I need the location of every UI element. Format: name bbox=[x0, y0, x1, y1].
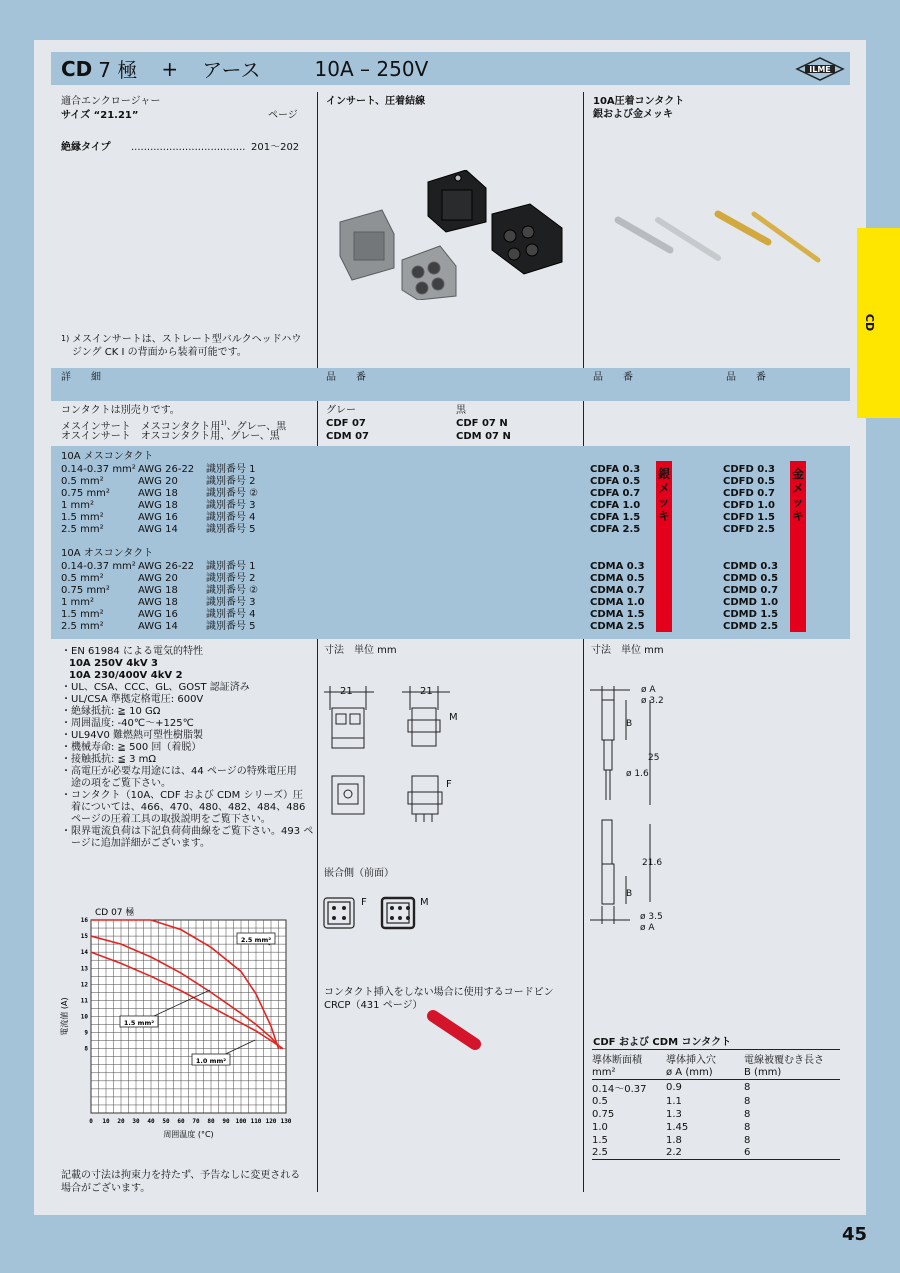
list-item: 識別番号 1 bbox=[206, 464, 256, 475]
list-item: AWG 16 bbox=[138, 609, 178, 620]
contact-table-title: CDF および CDM コンタクト bbox=[593, 1037, 732, 1048]
annotation-label: 1.5 mm² bbox=[123, 1019, 155, 1027]
x-tick-label: 120 bbox=[265, 1118, 277, 1125]
list-item: AWG 14 bbox=[138, 621, 178, 632]
x-tick-label: 30 bbox=[132, 1118, 140, 1125]
table-row: 1.5 1.8 8 bbox=[592, 1134, 751, 1146]
divider-1 bbox=[317, 92, 318, 1192]
inserts-line-1: コンタクトは別売りです。 bbox=[61, 405, 180, 416]
part-no-header-1: 品 番 bbox=[326, 372, 366, 383]
y-tick-label: 15 bbox=[80, 933, 88, 941]
footnote-mark: 1) bbox=[61, 334, 70, 343]
list-item: 0.14-0.37 mm² bbox=[61, 561, 136, 572]
list-item: 識別番号 2 bbox=[206, 476, 256, 487]
black-label: 黒 bbox=[456, 405, 466, 416]
list-item: AWG 18 bbox=[138, 597, 178, 608]
dim-b: B bbox=[626, 719, 633, 729]
size-label: サイズ “21.21” bbox=[61, 110, 139, 121]
cdfd-list: CDFD 0.3 CDFD 0.5 CDFD 0.7 CDFD 1.0 CDFD 1.5 CDFD 2.5 bbox=[723, 464, 775, 535]
y-tick-label: 14 bbox=[80, 949, 88, 957]
earth: アース bbox=[202, 58, 261, 82]
list-item: AWG 14 bbox=[138, 524, 178, 535]
ilme-logo bbox=[795, 56, 845, 82]
dim-b2: B bbox=[626, 889, 633, 899]
male-sizes bbox=[61, 561, 136, 633]
mating-m-label: M bbox=[420, 897, 429, 908]
y-tick-label: 16 bbox=[80, 917, 88, 924]
annotation-label: 1.0 mm² bbox=[195, 1057, 227, 1065]
cdmd-list: CDMD 0.3 CDMD 0.5 CDMD 0.7 CDMD 1.0 CDMD 1.5 CDMD 2.5 bbox=[723, 561, 779, 632]
table-row: 2.5 2.2 6 bbox=[592, 1147, 840, 1160]
table-row: 1.0 1.45 8 bbox=[592, 1121, 751, 1133]
table-row: 0.5 1.1 8 bbox=[592, 1095, 751, 1107]
dim-o35: ø 3.5 bbox=[640, 912, 663, 922]
list-item: 1.5 mm² bbox=[61, 512, 104, 523]
footer-note-2: 場合がございます。 bbox=[61, 1183, 151, 1194]
list-item: 0.5 mm² bbox=[61, 476, 104, 487]
coding-pin-line-1: コンタクト挿入をしない場合に使用するコードピン bbox=[324, 987, 554, 998]
chart-title: CD 07 極 bbox=[95, 908, 135, 918]
list-item: AWG 18 bbox=[138, 585, 178, 596]
list-item: 0.75 mm² bbox=[61, 488, 110, 499]
page-label: ページ bbox=[268, 110, 298, 121]
y-axis-label: 電流値 (A) bbox=[60, 997, 69, 1036]
table-row: 0.14～0.37 0.9 8 bbox=[592, 1079, 840, 1095]
x-tick-label: 100 bbox=[235, 1118, 247, 1125]
y-tick-label: 8 bbox=[84, 1045, 88, 1053]
col2-title: インサート、圧着結線 bbox=[326, 96, 426, 107]
female-title: 10A メスコンタクト bbox=[61, 451, 154, 462]
insert-dimension-drawing bbox=[320, 680, 470, 830]
details-header: 詳 細 bbox=[61, 372, 101, 383]
enclosure-label: 適合エンクロージャー bbox=[61, 96, 161, 107]
width-1: 21 bbox=[340, 686, 353, 697]
grey-label: グレー bbox=[326, 405, 356, 416]
x-tick-label: 130 bbox=[280, 1118, 292, 1125]
dim-oa2: ø A bbox=[640, 923, 655, 933]
derating-chart bbox=[55, 905, 300, 1145]
specs-list: ・EN 61984 による電気的特性 10A 250V 4kV 3 10A 230/400V 4kV 2 ・UL、CSA、CCC、GL、GOST 認証済み ・UL/CSA 準拠定格電圧: 600V ・絶縁抵抗: ≧ 10 GΩ ・周囲温度: -40℃～+125℃ ・UL94V0 難燃熱可塑性樹脂製 ・機械寿命: ≧ 500 回（着脱） ・接触抵抗: ≦ 3 mΩ ・高電圧が必要な用途には、44 ページの特殊電圧用 途の項をご覧下さい。 ・コンタクト（10A、CDF および CDM シリーズ）圧 着については、466、470、480、482、484、486 ページの圧着工具の取扱説明をご覧下さい。 ・限界電流負荷は下記負荷荷曲線をご覧下さい。493 ペ ージに追加詳細がございます。 bbox=[61, 646, 314, 849]
svg-text:ILME: ILME bbox=[809, 65, 831, 74]
list-item: 識別番号 5 bbox=[206, 524, 256, 535]
list-item: 1.5 mm² bbox=[61, 609, 104, 620]
x-tick-label: 60 bbox=[177, 1118, 185, 1125]
col3-title-2: 銀および金メッキ bbox=[593, 109, 673, 120]
list-item: 識別番号 1 bbox=[206, 561, 256, 572]
y-tick-label: 13 bbox=[80, 965, 88, 973]
footer-note-1: 記載の寸法は拘束力を持たず、予告なしに変更される bbox=[61, 1170, 301, 1181]
cdf07n: CDF 07 N bbox=[456, 418, 508, 429]
dim-25: 25 bbox=[648, 753, 660, 763]
rating: 10A – 250V bbox=[314, 56, 429, 81]
dim-oa: ø A bbox=[641, 685, 656, 695]
silver-plating-bar: 銀 メ ッ キ bbox=[656, 461, 672, 632]
dim-o32: ø 3.2 bbox=[641, 696, 664, 706]
list-item: 2.5 mm² bbox=[61, 621, 104, 632]
page-number: 45 bbox=[842, 1224, 868, 1245]
x-tick-label: 50 bbox=[162, 1118, 170, 1125]
x-tick-label: 40 bbox=[147, 1118, 155, 1125]
contact-dims-label: 寸法 単位 mm bbox=[591, 645, 664, 656]
female-awg bbox=[138, 464, 194, 536]
list-item: 1 mm² bbox=[61, 500, 95, 511]
part-no-header-3: 品 番 bbox=[726, 372, 766, 383]
list-item: AWG 26-22 bbox=[138, 561, 195, 572]
list-item: 0.75 mm² bbox=[61, 585, 110, 596]
contact-table: 導体断面積 導体挿入穴 電線被覆むき長さ mm² ø A (mm) B (mm) 0.14～0.37 0.9 8 0.5 1.1 8 0.75 1.3 8 1.0 1.45 8 1.5 1.8 8 2.5 2.2 6 bbox=[592, 1051, 840, 1160]
female-sizes bbox=[61, 464, 136, 536]
coding-pin-image bbox=[425, 1008, 485, 1053]
mating-f-label: F bbox=[361, 897, 367, 908]
male-title: 10A オスコンタクト bbox=[61, 548, 154, 559]
plus: + bbox=[161, 56, 179, 81]
width-2: 21 bbox=[420, 686, 433, 697]
list-item: 0.14-0.37 mm² bbox=[61, 464, 136, 475]
list-item: 識別番号 ② bbox=[206, 585, 259, 596]
y-tick-label: 9 bbox=[84, 1029, 88, 1037]
footnote-line-1: メスインサートは、ストレート型バルクヘッドハウ bbox=[72, 334, 302, 345]
annotation-label: 2.5 mm² bbox=[240, 936, 272, 944]
insulated-pages: 201～202 bbox=[251, 142, 300, 153]
coding-pin-line-2: CRCP（431 ページ） bbox=[324, 1000, 423, 1011]
list-item: AWG 20 bbox=[138, 573, 178, 584]
insulated-label: 絶縁タイプ bbox=[61, 142, 111, 153]
dim-216: 21.6 bbox=[642, 858, 663, 868]
list-item: 識別番号 ② bbox=[206, 488, 259, 499]
list-item: 識別番号 4 bbox=[206, 609, 256, 620]
part-no-header-2: 品 番 bbox=[593, 372, 633, 383]
list-item: 2.5 mm² bbox=[61, 524, 104, 535]
male-label: M bbox=[449, 712, 458, 723]
gold-plating-bar: 金 メ ッ キ bbox=[790, 461, 806, 632]
dims-label: 寸法 単位 mm bbox=[324, 645, 397, 656]
list-item: 識別番号 3 bbox=[206, 597, 256, 608]
list-item: 識別番号 3 bbox=[206, 500, 256, 511]
series-name: CD bbox=[61, 56, 93, 81]
y-tick-label: 12 bbox=[80, 981, 88, 989]
insert-photo bbox=[330, 170, 570, 300]
x-tick-label: 70 bbox=[192, 1118, 200, 1125]
list-item: AWG 18 bbox=[138, 488, 178, 499]
list-item: 識別番号 2 bbox=[206, 573, 256, 584]
cdm07n: CDM 07 N bbox=[456, 431, 511, 442]
poles: 7 極 bbox=[98, 58, 138, 82]
female-label: F bbox=[446, 779, 452, 790]
mating-side-label: 嵌合側（前面） bbox=[324, 868, 394, 879]
table-row: 0.75 1.3 8 bbox=[592, 1108, 751, 1120]
cdfa-list: CDFA 0.3 CDFA 0.5 CDFA 0.7 CDFA 1.0 CDFA 1.5 CDFA 2.5 bbox=[590, 464, 641, 535]
x-tick-label: 20 bbox=[117, 1118, 125, 1125]
insulated-dots: .................................... bbox=[131, 142, 246, 153]
contacts-photo bbox=[608, 200, 828, 270]
mating-face-drawing bbox=[322, 895, 422, 935]
male-ids bbox=[206, 561, 258, 633]
cdf07: CDF 07 bbox=[326, 418, 366, 429]
contact-table-top-rule bbox=[592, 1049, 840, 1050]
x-tick-label: 90 bbox=[222, 1118, 230, 1125]
footnote-line-2: ジング CK I の背面から装着可能です。 bbox=[72, 347, 247, 358]
dim-o16: ø 1.6 bbox=[626, 769, 649, 779]
col3-title-1: 10A圧着コンタクト bbox=[593, 96, 685, 107]
inserts-line-2: メスインサート メスコンタクト用$^{1)}$、グレー、黒 bbox=[61, 420, 287, 433]
list-item: 1 mm² bbox=[61, 597, 95, 608]
female-ids bbox=[206, 464, 258, 536]
y-tick-label: 11 bbox=[80, 997, 88, 1005]
list-item: 0.5 mm² bbox=[61, 573, 104, 584]
cdma-list: CDMA 0.3 CDMA 0.5 CDMA 0.7 CDMA 1.0 CDMA 1.5 CDMA 2.5 bbox=[590, 561, 645, 632]
x-tick-label: 10 bbox=[102, 1118, 110, 1125]
y-tick-label: 10 bbox=[80, 1013, 88, 1021]
x-tick-label: 80 bbox=[207, 1118, 215, 1125]
list-item: 識別番号 5 bbox=[206, 621, 256, 632]
list-item: AWG 20 bbox=[138, 476, 178, 487]
divider-2 bbox=[583, 92, 584, 1192]
male-awg bbox=[138, 561, 194, 633]
inserts-line-3: オスインサート オスコンタクト用、グレー、黒 bbox=[61, 431, 280, 442]
x-axis-label: 周囲温度 (°C) bbox=[163, 1130, 214, 1139]
title-bar bbox=[51, 52, 850, 85]
x-tick-label: 110 bbox=[250, 1118, 262, 1125]
list-item: AWG 26-22 bbox=[138, 464, 195, 475]
side-tab-label: CD bbox=[863, 313, 877, 332]
cdm07: CDM 07 bbox=[326, 431, 369, 442]
list-item: AWG 16 bbox=[138, 512, 178, 523]
list-item: 識別番号 4 bbox=[206, 512, 256, 523]
list-item: AWG 18 bbox=[138, 500, 178, 511]
x-tick-label: 0 bbox=[89, 1118, 93, 1125]
